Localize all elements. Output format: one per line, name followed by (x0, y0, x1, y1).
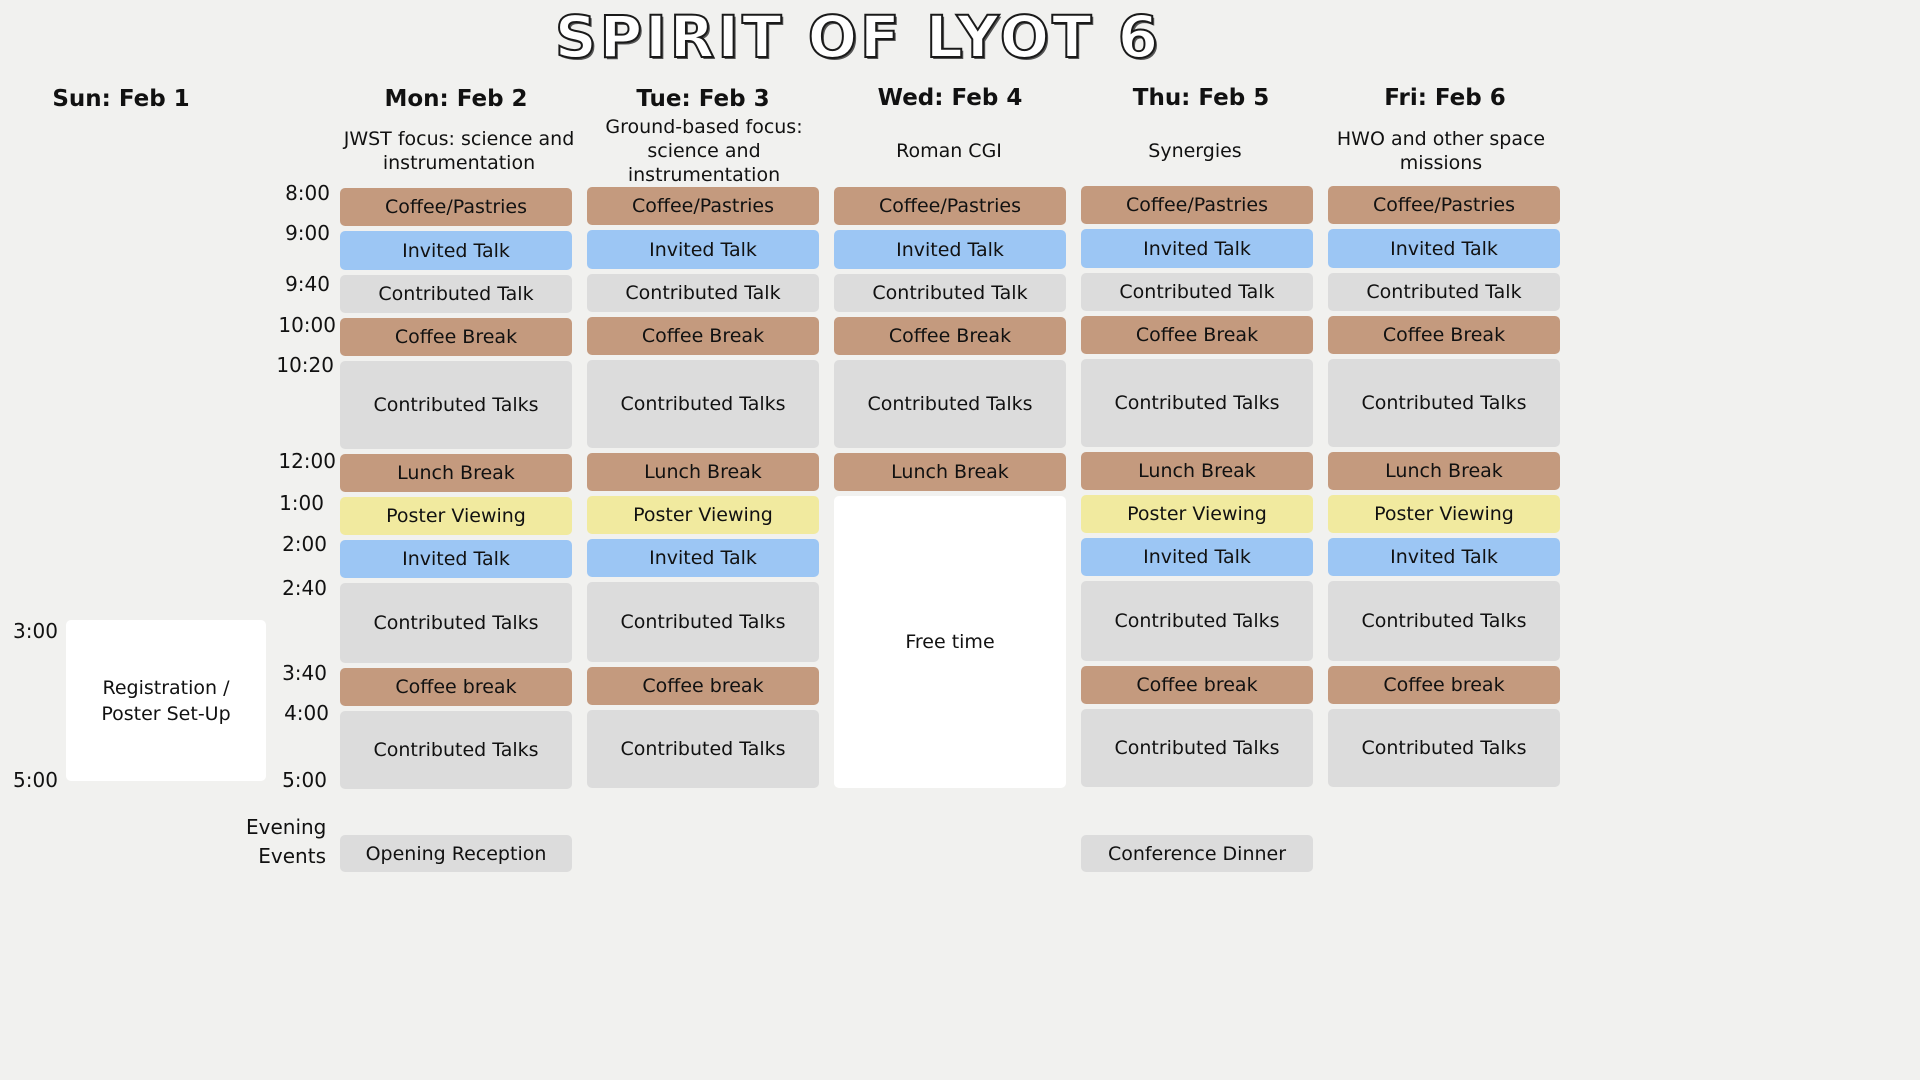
fri-lunch-break: Lunch Break (1328, 452, 1560, 490)
thu-poster-viewing: Poster Viewing (1081, 495, 1313, 533)
day-theme-wed: Roman CGI (896, 140, 1002, 162)
wed-coffee-pastries: Coffee/Pastries (834, 187, 1066, 225)
thu-invited-talk-pm: Invited Talk (1081, 538, 1313, 576)
thu-evening-event: Conference Dinner (1081, 835, 1313, 872)
day-header-mon: Mon: Feb 2 (384, 86, 528, 112)
mon-contributed-talks-pm1: Contributed Talks (340, 583, 572, 663)
wed-invited-talk-am: Invited Talk (834, 230, 1066, 269)
fri-coffee-break-pm: Coffee break (1328, 666, 1560, 704)
thu-contributed-talks-am: Contributed Talks (1081, 359, 1313, 447)
sun-time-label-0300: 3:00 (13, 619, 58, 643)
fri-contributed-talks-pm2: Contributed Talks (1328, 709, 1560, 787)
tue-contributed-talks-pm2: Contributed Talks (587, 710, 819, 788)
thu-invited-talk-am: Invited Talk (1081, 229, 1313, 268)
time-label-0240: 2:40 (282, 576, 327, 600)
fri-coffee-pastries: Coffee/Pastries (1328, 186, 1560, 224)
mon-contributed-talks-am: Contributed Talks (340, 361, 572, 449)
thu-contributed-talk: Contributed Talk (1081, 273, 1313, 311)
mon-invited-talk-pm: Invited Talk (340, 540, 572, 578)
thu-coffee-break-am: Coffee Break (1081, 316, 1313, 354)
fri-contributed-talks-am: Contributed Talks (1328, 359, 1560, 447)
time-label-0940: 9:40 (285, 272, 330, 296)
mon-coffee-break-am: Coffee Break (340, 318, 572, 356)
thu-contributed-talks-pm2: Contributed Talks (1081, 709, 1313, 787)
mon-contributed-talks-pm2: Contributed Talks (340, 711, 572, 789)
sun-time-label-0500: 5:00 (13, 768, 58, 792)
time-label-0100: 1:00 (279, 491, 324, 515)
wed-coffee-break-am: Coffee Break (834, 317, 1066, 355)
time-label-0400: 4:00 (284, 701, 329, 725)
mon-invited-talk-am: Invited Talk (340, 231, 572, 270)
time-label-0340: 3:40 (282, 661, 327, 685)
mon-lunch-break: Lunch Break (340, 454, 572, 492)
day-theme-fri: HWO and other space missions (1336, 128, 1546, 174)
day-header-sun: Sun: Feb 1 (52, 86, 190, 112)
tue-coffee-pastries: Coffee/Pastries (587, 187, 819, 225)
thu-contributed-talks-pm1: Contributed Talks (1081, 581, 1313, 661)
fri-contributed-talk: Contributed Talk (1328, 273, 1560, 311)
evening-events-label: Evening Events (246, 815, 327, 868)
mon-coffee-break-pm: Coffee break (340, 668, 572, 706)
wed-free-time: Free time (834, 496, 1066, 788)
tue-invited-talk-pm: Invited Talk (587, 539, 819, 577)
tue-lunch-break: Lunch Break (587, 453, 819, 491)
tue-coffee-break-pm: Coffee break (587, 667, 819, 705)
tue-coffee-break-am: Coffee Break (587, 317, 819, 355)
day-header-thu: Thu: Feb 5 (1132, 85, 1270, 111)
tue-contributed-talks-am: Contributed Talks (587, 360, 819, 448)
mon-contributed-talk: Contributed Talk (340, 275, 572, 313)
thu-coffee-break-pm: Coffee break (1081, 666, 1313, 704)
fri-invited-talk-am: Invited Talk (1328, 229, 1560, 268)
wed-contributed-talks-am: Contributed Talks (834, 360, 1066, 448)
time-label-0900: 9:00 (285, 221, 330, 245)
time-label-1020: 10:20 (276, 353, 334, 377)
fri-coffee-break-am: Coffee Break (1328, 316, 1560, 354)
day-theme-mon: JWST focus: science and instrumentation (343, 128, 575, 174)
day-header-wed: Wed: Feb 4 (877, 85, 1023, 111)
time-label-0800: 8:00 (285, 181, 330, 205)
day-theme-thu: Synergies (1148, 140, 1242, 162)
wed-contributed-talk: Contributed Talk (834, 274, 1066, 312)
day-header-tue: Tue: Feb 3 (636, 86, 770, 112)
thu-coffee-pastries: Coffee/Pastries (1081, 186, 1313, 224)
day-theme-tue: Ground-based focus: science and instrumentation (605, 116, 803, 186)
time-label-0500: 5:00 (282, 768, 327, 792)
page-title: SPIRIT OF LYOT 6 (554, 3, 1162, 71)
mon-poster-viewing: Poster Viewing (340, 497, 572, 535)
registration-block: Registration / Poster Set-Up (66, 620, 266, 781)
tue-contributed-talk: Contributed Talk (587, 274, 819, 312)
day-header-fri: Fri: Feb 6 (1384, 85, 1506, 111)
time-label-1200: 12:00 (278, 449, 336, 473)
wed-lunch-break: Lunch Break (834, 453, 1066, 491)
fri-contributed-talks-pm1: Contributed Talks (1328, 581, 1560, 661)
tue-invited-talk-am: Invited Talk (587, 230, 819, 269)
tue-poster-viewing: Poster Viewing (587, 496, 819, 534)
time-label-0200: 2:00 (282, 532, 327, 556)
tue-contributed-talks-pm1: Contributed Talks (587, 582, 819, 662)
mon-coffee-pastries: Coffee/Pastries (340, 188, 572, 226)
thu-lunch-break: Lunch Break (1081, 452, 1313, 490)
fri-poster-viewing: Poster Viewing (1328, 495, 1560, 533)
time-label-1000: 10:00 (278, 313, 336, 337)
fri-invited-talk-pm: Invited Talk (1328, 538, 1560, 576)
mon-evening-event: Opening Reception (340, 835, 572, 872)
